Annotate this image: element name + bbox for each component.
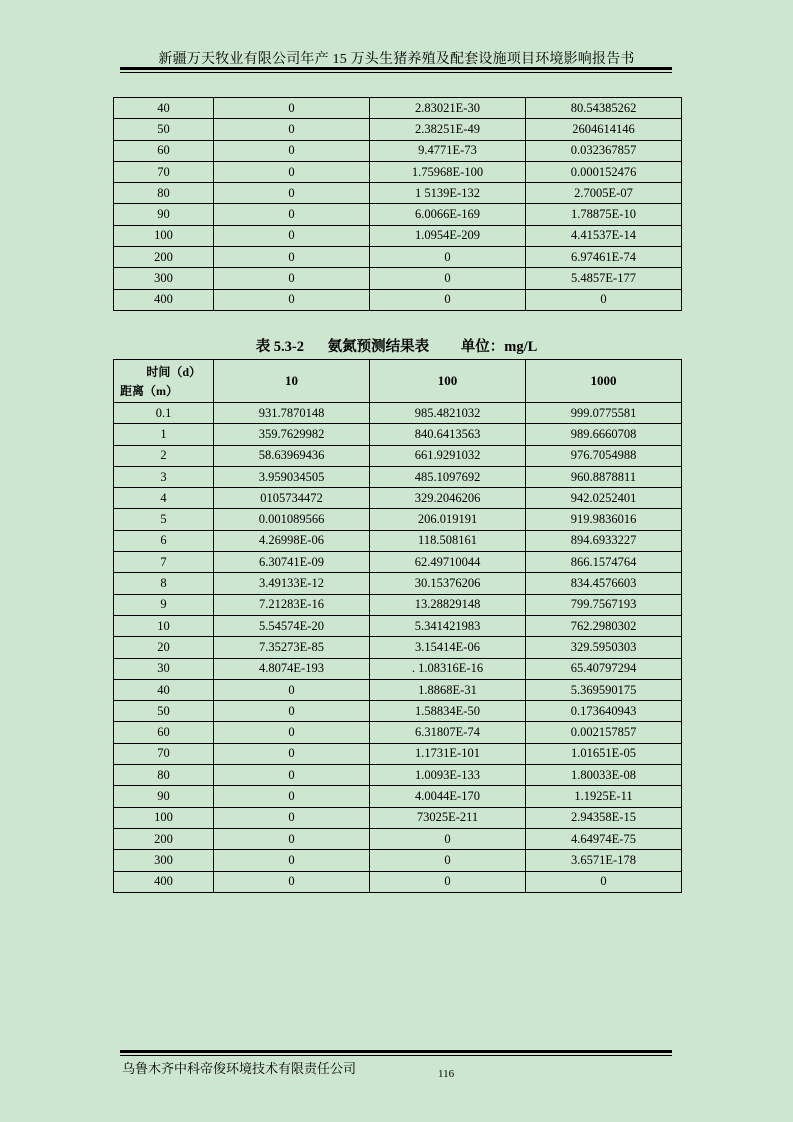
table-cell: 2.83021E-30	[370, 98, 526, 119]
table-row	[114, 268, 682, 289]
table-cell: 0	[214, 289, 370, 310]
table-cell: 0	[214, 225, 370, 246]
table-cell: 4.0044E-170	[370, 786, 526, 807]
table-row	[114, 183, 682, 204]
table-cell: 4	[114, 488, 214, 509]
table-cell: 0	[214, 119, 370, 140]
table-cell: 30.15376206	[370, 573, 526, 594]
table-row	[114, 247, 682, 268]
table-cell: 661.9291032	[370, 445, 526, 466]
table-cell: 4.8074E-193	[214, 658, 370, 679]
table-row	[114, 701, 682, 722]
table-cell: 6.97461E-74	[526, 247, 682, 268]
table-cell: 300	[114, 850, 214, 871]
table-cell: 0	[214, 140, 370, 161]
table-cell: 5.341421983	[370, 615, 526, 636]
table-cell: 73025E-211	[370, 807, 526, 828]
table-cell: 999.0775581	[526, 403, 682, 424]
table-cell: 5	[114, 509, 214, 530]
corner-time-label: 时间（d）	[146, 365, 201, 379]
table-row	[114, 637, 682, 658]
table-cell: 1.58834E-50	[370, 701, 526, 722]
header-divider-thin	[120, 72, 672, 73]
table-row	[114, 743, 682, 764]
table-cell: 2.7005E-07	[526, 183, 682, 204]
table-cell: 0	[214, 722, 370, 743]
table-cell: 1.80033E-08	[526, 765, 682, 786]
table-caption	[0, 335, 793, 356]
table-cell: 6	[114, 530, 214, 551]
table-cell: 989.6660708	[526, 424, 682, 445]
table-row	[114, 204, 682, 225]
column-header: 1000	[526, 360, 682, 403]
table-cell: 1.1925E-11	[526, 786, 682, 807]
table-cell: 0	[214, 850, 370, 871]
table-row	[114, 119, 682, 140]
table-cell: 50	[114, 701, 214, 722]
table-cell: 60	[114, 140, 214, 161]
table-cell: 400	[114, 871, 214, 892]
table-row	[114, 765, 682, 786]
table-cell: 62.49710044	[370, 552, 526, 573]
column-header: 100	[370, 360, 526, 403]
table-cell: 894.6933227	[526, 530, 682, 551]
table-cell: 5.369590175	[526, 679, 682, 700]
table-cell: 329.2046206	[370, 488, 526, 509]
table-cell: 329.5950303	[526, 637, 682, 658]
table-row	[114, 807, 682, 828]
table-corner-header	[114, 360, 214, 403]
table-cell: 80.54385262	[526, 98, 682, 119]
table-cell: 1.01651E-05	[526, 743, 682, 764]
table-cell: 9	[114, 594, 214, 615]
table-cell: 90	[114, 786, 214, 807]
continuation-table	[113, 97, 682, 311]
table-cell: 931.7870148	[214, 403, 370, 424]
table-cell: 206.019191	[370, 509, 526, 530]
table-cell: 0	[214, 247, 370, 268]
table-cell: 40	[114, 98, 214, 119]
table-cell: 3.49133E-12	[214, 573, 370, 594]
table-cell: 400	[114, 289, 214, 310]
table-caption-unit: 单位：mg/L	[460, 339, 538, 355]
table-cell: 65.40797294	[526, 658, 682, 679]
table-row	[114, 509, 682, 530]
table-cell: 960.8878811	[526, 466, 682, 487]
table-row	[114, 786, 682, 807]
table-cell: 0.002157857	[526, 722, 682, 743]
table-cell: 942.0252401	[526, 488, 682, 509]
table-cell: 0105734472	[214, 488, 370, 509]
table-row	[114, 403, 682, 424]
footer-divider-thin	[120, 1055, 672, 1056]
table-cell: 4.26998E-06	[214, 530, 370, 551]
table-cell: 0	[214, 807, 370, 828]
table-cell: 10	[114, 615, 214, 636]
table-cell: 1	[114, 424, 214, 445]
table-row	[114, 161, 682, 182]
table-cell: 0	[370, 289, 526, 310]
table-cell: 80	[114, 183, 214, 204]
table-cell: 1.0093E-133	[370, 765, 526, 786]
table-cell: 0	[214, 268, 370, 289]
header-divider	[120, 67, 672, 70]
table-cell: 0	[214, 679, 370, 700]
table-cell: 2	[114, 445, 214, 466]
table-row	[114, 679, 682, 700]
footer-company-name: 乌鲁木齐中科帝俊环境技术有限责任公司	[122, 1061, 357, 1076]
table-row	[114, 98, 682, 119]
table-cell: 4.64974E-75	[526, 828, 682, 849]
table-cell: 4.41537E-14	[526, 225, 682, 246]
table-cell: 3.15414E-06	[370, 637, 526, 658]
table-cell: 0.1	[114, 403, 214, 424]
table-cell: 485.1097692	[370, 466, 526, 487]
table-cell: 80	[114, 765, 214, 786]
table-cell: 9.4771E-73	[370, 140, 526, 161]
table-cell: 0	[214, 743, 370, 764]
table-cell: 799.7567193	[526, 594, 682, 615]
table-cell: 919.9836016	[526, 509, 682, 530]
table-row	[114, 466, 682, 487]
table-cell: 3.959034505	[214, 466, 370, 487]
table-cell: 1 5139E-132	[370, 183, 526, 204]
table-cell: 0	[214, 786, 370, 807]
table-cell: 0	[370, 247, 526, 268]
table-row	[114, 424, 682, 445]
table-row	[114, 445, 682, 466]
table-row	[114, 552, 682, 573]
column-header: 10	[214, 360, 370, 403]
table-cell: 0	[214, 161, 370, 182]
table-cell: 6.30741E-09	[214, 552, 370, 573]
table-row	[114, 850, 682, 871]
table-cell: 8	[114, 573, 214, 594]
table-row	[114, 871, 682, 892]
corner-distance-label: 距离（m）	[120, 384, 178, 398]
table-cell: 60	[114, 722, 214, 743]
table-cell: 1.75968E-100	[370, 161, 526, 182]
table-cell: 0	[214, 871, 370, 892]
table-cell: 7.35273E-85	[214, 637, 370, 658]
table-cell: 976.7054988	[526, 445, 682, 466]
table-cell: 0.032367857	[526, 140, 682, 161]
table-cell: 834.4576603	[526, 573, 682, 594]
table-cell: 70	[114, 161, 214, 182]
ammonia-nitrogen-table	[113, 359, 682, 893]
table-cell: 0	[526, 871, 682, 892]
table-caption-title: 氨氮预测结果表	[327, 339, 430, 355]
table-cell: 5.54574E-20	[214, 615, 370, 636]
table-cell: 2.94358E-15	[526, 807, 682, 828]
table-cell: 359.7629982	[214, 424, 370, 445]
table-caption-number: 表 5.3-2	[255, 339, 305, 355]
table-cell: . 1.08316E-16	[370, 658, 526, 679]
table-cell: 90	[114, 204, 214, 225]
table-cell: 7	[114, 552, 214, 573]
table-cell: 2.38251E-49	[370, 119, 526, 140]
table-cell: 2604614146	[526, 119, 682, 140]
table-row	[114, 530, 682, 551]
table-row	[114, 573, 682, 594]
table-cell: 70	[114, 743, 214, 764]
table-cell: 1.1731E-101	[370, 743, 526, 764]
table-cell: 200	[114, 247, 214, 268]
table-cell: 0	[370, 871, 526, 892]
table-cell: 0	[214, 98, 370, 119]
table-cell: 30	[114, 658, 214, 679]
table-cell: 0	[214, 701, 370, 722]
table-cell: 0	[214, 204, 370, 225]
table-cell: 5.4857E-177	[526, 268, 682, 289]
table-cell: 1.8868E-31	[370, 679, 526, 700]
table-row	[114, 594, 682, 615]
table-cell: 0	[526, 289, 682, 310]
table-cell: 0	[214, 183, 370, 204]
table-cell: 3	[114, 466, 214, 487]
table-cell: 0	[370, 850, 526, 871]
table-cell: 0.000152476	[526, 161, 682, 182]
table-cell: 1.0954E-209	[370, 225, 526, 246]
table-row	[114, 488, 682, 509]
table-cell: 7.21283E-16	[214, 594, 370, 615]
table-cell: 0	[214, 828, 370, 849]
table-cell: 0.173640943	[526, 701, 682, 722]
table-row	[114, 289, 682, 310]
page-number: 116	[438, 1068, 455, 1080]
table-cell: 100	[114, 807, 214, 828]
table-row	[114, 828, 682, 849]
footer-divider	[120, 1050, 672, 1053]
table-row	[114, 722, 682, 743]
table-cell: 0.001089566	[214, 509, 370, 530]
table-cell: 0	[214, 765, 370, 786]
table-cell: 13.28829148	[370, 594, 526, 615]
table-cell: 300	[114, 268, 214, 289]
table-cell: 3.6571E-178	[526, 850, 682, 871]
table-cell: 100	[114, 225, 214, 246]
table-cell: 1.78875E-10	[526, 204, 682, 225]
table-cell: 985.4821032	[370, 403, 526, 424]
table-row	[114, 615, 682, 636]
table-header-row	[114, 360, 682, 403]
table-cell: 58.63969436	[214, 445, 370, 466]
table-cell: 40	[114, 679, 214, 700]
table-cell: 0	[370, 268, 526, 289]
table-cell: 200	[114, 828, 214, 849]
table-cell: 866.1574764	[526, 552, 682, 573]
table-row	[114, 225, 682, 246]
table-cell: 118.508161	[370, 530, 526, 551]
table-cell: 840.6413563	[370, 424, 526, 445]
table-cell: 6.0066E-169	[370, 204, 526, 225]
table-cell: 762.2980302	[526, 615, 682, 636]
table-row	[114, 140, 682, 161]
table-cell: 50	[114, 119, 214, 140]
table-cell: 20	[114, 637, 214, 658]
table-row	[114, 658, 682, 679]
page-header-title: 新疆万天牧业有限公司年产 15 万头生猪养殖及配套设施项目环境影响报告书	[158, 52, 635, 67]
table-cell: 0	[370, 828, 526, 849]
table-cell: 6.31807E-74	[370, 722, 526, 743]
